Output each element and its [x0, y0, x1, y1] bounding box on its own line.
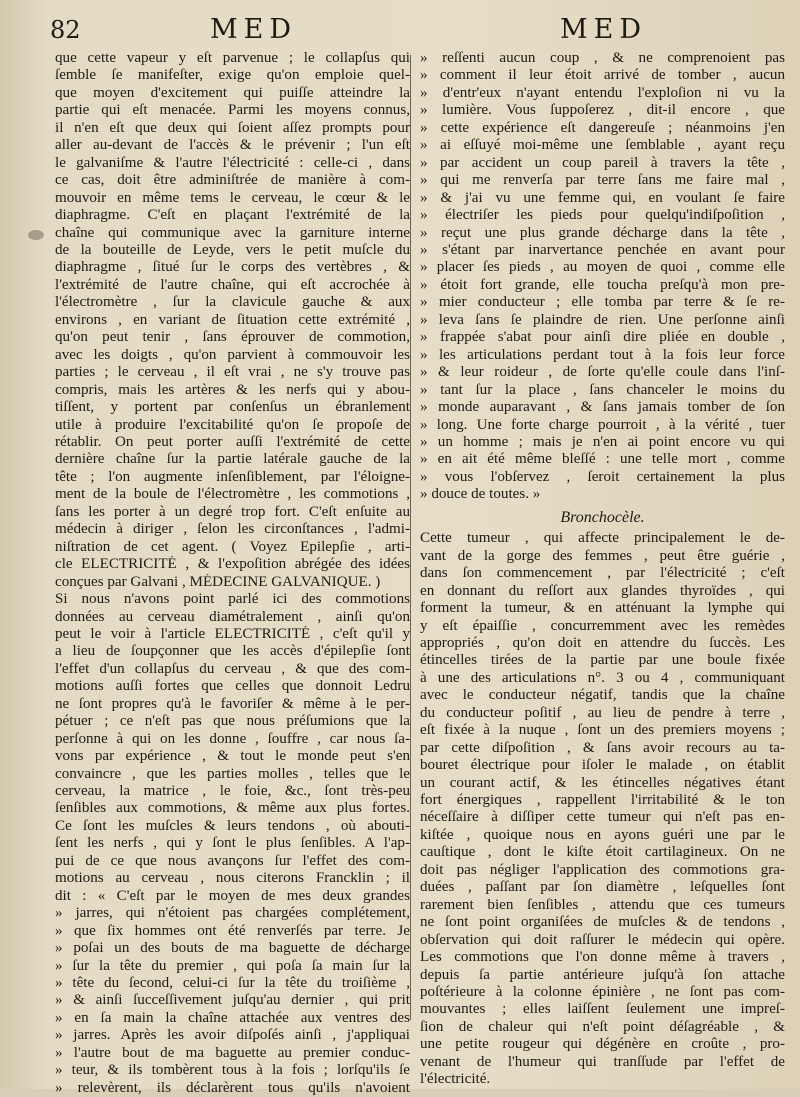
- text-line: » les articulations perdant tout à la fois leur force: [420, 346, 785, 363]
- text-line: rétablir. On peut porter auſſi l'extrémité de cette: [55, 433, 410, 450]
- text-line: » & j'ai vu une femme qui, en voulant ſe faire: [420, 189, 785, 206]
- text-line: poſtérieure à la colonne épinière , ne ſont pas com-: [420, 984, 785, 1001]
- text-line: motions auſſi fortes que celles que donnoit Ledru: [55, 678, 410, 695]
- text-line: de la bouteille de Leyde, vers le petit muſcle du: [55, 241, 410, 258]
- text-line: » électriſer les pieds pour quelqu'indiſpoſition ,: [420, 207, 785, 224]
- text-line: » & ainſi ſucceſſivement juſqu'au dernier , qui prit: [55, 992, 410, 1009]
- text-line: » frappée s'abat pour ainſi dire pliée en double ,: [420, 329, 785, 346]
- text-line: l'électricité.: [420, 1071, 491, 1088]
- text-line: environs , en variant de ſituation cette extrémité ,: [55, 311, 410, 328]
- text-line: tête ; l'on augmente inſenſiblement, par l'éloigne-: [55, 468, 410, 485]
- text-line: » ai eſſuyé moi-même une ſemblable , ayant reçu: [420, 137, 785, 154]
- left-column: [55, 50, 410, 1097]
- text-line: » lumière. Vous ſuppoſerez , dit-il encore , que: [420, 102, 785, 119]
- text-line: pui de ce que nous avançons ſur l'effet des com-: [55, 852, 410, 869]
- text-line: » par accident un coup pareil à travers la tête ,: [420, 154, 785, 171]
- text-line: du conducteur poſitif , au lieu de pendre à terre ,: [420, 704, 785, 721]
- text-line: Cette tumeur , qui affecte principalement le de-: [420, 530, 785, 547]
- section-heading: Bronchocèle.: [560, 508, 645, 526]
- text-line: » un homme ; mais je n'en ai point encore vu qui: [420, 433, 785, 450]
- text-line: cle ELECTRICITÉ , & l'expoſition abrégée des idées: [55, 556, 410, 573]
- text-line: kiſtée , quoique nous en ayons guéri une par le: [420, 826, 785, 843]
- page-number: 82: [50, 16, 81, 44]
- text-line: depuis ſa partie antérieure juſqu'à ſon attache: [420, 966, 785, 983]
- text-line: ment de la boule de l'électromètre , les commotions ,: [55, 486, 410, 503]
- text-line: avec le conducteur négatif, tandis que la chaîne: [420, 687, 785, 704]
- text-line: pétuer ; ce n'eſt pas que nous préſumions que la: [55, 713, 410, 730]
- text-line: ne ſont propres qu'à le favoriſer & même à le per-: [55, 695, 410, 712]
- text-line: vant de la gorge des femmes , peut être guérie ,: [420, 547, 785, 564]
- text-line: par cette diſpoſition , & ſans avoir recours au ta-: [420, 739, 785, 756]
- text-line: ſion de chaleur qui n'eſt point déſagréable , &: [420, 1018, 785, 1035]
- text-line: que cette vapeur y eſt parvenue ; le collapſus qui: [55, 50, 410, 66]
- text-line: diaphragme , ſitué ſur le corps des vertèbres , &: [55, 259, 410, 276]
- text-line: » leva ſans ſe plaindre de rien. Une perſonne ainſi: [420, 311, 785, 328]
- text-line: à une des articulations n°. 3 ou 4 , communiquant: [420, 669, 785, 686]
- text-line: étincelles tirées de la partie par une boule fixée: [420, 652, 785, 669]
- text-line: » mier conducteur ; elle tomba par terre & ſe re-: [420, 294, 785, 311]
- text-line: » placer ſes pieds , au moyen de quoi , comme elle: [420, 259, 785, 276]
- text-line: cauſtique , dont le kiſte étoit cartilagineux. On ne: [420, 844, 785, 861]
- text-line: bouret électrique pour iſoler le malade , on établit: [420, 757, 785, 774]
- text-line: chaîne qui communique avec la garniture interne: [55, 224, 410, 241]
- text-line: Si nous n'avons point parlé ici des commotions: [55, 591, 410, 608]
- text-line: » teur, & ils tombèrent tous à la fois ; lorſqu'ils ſe: [55, 1062, 410, 1079]
- text-line: motions au cerveau , nous citerons Francklin ; il: [55, 870, 410, 887]
- text-line: dans ſon commencement , par l'électricité ; c'eſt: [420, 565, 785, 582]
- text-line: » en ſa main la chaîne attachée aux ventres des: [55, 1009, 410, 1026]
- text-line: cerveau, la matrice , le foie, &c., ſont très-peu: [55, 783, 410, 800]
- text-line: ce cas, doit être adminiſtrée de manière à com-: [55, 172, 410, 189]
- text-line: » vous l'obſervez , ſeroit certainement la plus: [420, 468, 785, 485]
- running-head-left: MED: [210, 14, 298, 45]
- text-line: » jarres. Après les avoir diſpoſés ainſi , j'appliquai: [55, 1027, 410, 1044]
- text-line: » en ait été même bleſſé : une telle mort , comme: [420, 451, 785, 468]
- page-header: [50, 14, 780, 48]
- text-line: l'électromètre , ſur la clavicule gauche & aux: [55, 294, 410, 311]
- text-line: partie qui eſt menacée. Parmi les moyens connus,: [55, 102, 410, 119]
- text-line: » cette expérience eſt dangereuſe ; néanmoins j'en: [420, 119, 785, 136]
- text-line: le galvaniſme & l'autre l'électricité : celle-ci , dans: [55, 154, 410, 171]
- text-line: tiſſent, y portent par conſenſus un ébranlement: [55, 399, 410, 416]
- text-line: mouvantes ; elles laiſſent ſeulement une impreſ-: [420, 1001, 785, 1018]
- text-line: fort énergiques , rappellent l'irritabilité & le ton: [420, 792, 785, 809]
- text-line: peut le voir à l'article ELECTRICITÉ , c'eſt qu'il y: [55, 625, 410, 642]
- text-line: » monde auparavant , & ſans jamais tomber de ſon: [420, 399, 785, 416]
- text-line: il n'en eſt que deux qui ſoient aſſez prompts pour: [55, 119, 410, 136]
- running-head-right: MED: [560, 14, 648, 45]
- column-divider: [410, 55, 411, 1020]
- text-line: vons par expérience , & tout le monde peut s'en: [55, 748, 410, 765]
- text-line: » douce de toutes. »: [420, 486, 541, 503]
- text-line: » étoit fort grande, elle toucha preſqu'à mon pre-: [420, 276, 785, 293]
- text-line: » s'étant par inarvertance penchée en avant pour: [420, 241, 785, 258]
- text-line: Les commotions que l'on donne même à travers ,: [420, 949, 785, 966]
- text-line: ſans les porter à un degré trop fort. C'eſt enſuite au: [55, 503, 410, 520]
- text-line: convaincre , que les parties molles , telles que le: [55, 765, 410, 782]
- text-line: » relevèrent, ils déclarèrent tous qu'ils n'avoient: [55, 1079, 410, 1096]
- text-line: diaphragme. C'eſt en plaçant l'extrémité de la: [55, 207, 410, 224]
- text-line: mouvoir en même tems le cerveau, le cœur & le: [55, 189, 410, 206]
- text-line: niſtration de cet agent. ( Voyez Epilepſie , arti-: [55, 538, 410, 555]
- text-line: » ſur la tête du premier , qui poſa ſa main ſur la: [55, 957, 410, 974]
- text-line: qu'on peut tenir , ſans éprouver de commotion,: [55, 329, 410, 346]
- text-line: aller au-devant de l'accès & le prévenir ; l'un eſt: [55, 137, 410, 154]
- text-line: en donnant du reſſort aux glandes thyroïdes , qui: [420, 582, 785, 599]
- text-line: conçues par Galvani , MÉDECINE GALVANIQUE. ): [55, 573, 381, 590]
- ink-blot-mark: [28, 230, 44, 240]
- text-line: » & leur roideur , de ſorte qu'elle coule dans l'inſ-: [420, 364, 785, 381]
- text-line: utile à produire l'excitabilité qu'on ſe propoſe de: [55, 416, 410, 433]
- text-line: » jarres, qui n'étoient pas chargées complétement,: [55, 905, 410, 922]
- text-line: » qui me renverſa par terre ſans me faire mal ,: [420, 172, 785, 189]
- text-line: néceſſaire à diſſiper cette tumeur qui n'eſt pas en-: [420, 809, 785, 826]
- text-line: dit : « C'eſt par le moyen de mes deux grandes: [55, 887, 410, 904]
- text-line: compris, mais les artères & les nerfs qui y abou-: [55, 381, 410, 398]
- text-line: médecin à diriger , ſelon les circonſtances , l'admi-: [55, 521, 410, 538]
- text-line: y eſt épaiſſie , concurremment avec les remèdes: [420, 617, 785, 634]
- text-line: un courant actif, & les étincelles négatives étant: [420, 774, 785, 791]
- text-line: appropriés , qu'on doit en attendre du ſuccès. Les: [420, 634, 785, 651]
- text-line: parties ; le cerveau , il eſt vrai , ne s'y trouve pas: [55, 364, 410, 381]
- text-line: a lieu de ſoupçonner que les accès d'épilepſie ſont: [55, 643, 410, 660]
- text-line: » reçut une plus grande décharge dans la tête ,: [420, 224, 785, 241]
- text-line: que moyen d'excitement qui puiſſe atteindre la: [55, 84, 410, 101]
- text-line: duées , paſſant par ſon diamètre , leſquelles ſont: [420, 879, 785, 896]
- text-line: » comment il leur étoit arrivé de tomber , aucun: [420, 67, 785, 84]
- text-line: » que ſix hommes ont été renverſés par terre. Je: [55, 922, 410, 939]
- text-line: avec les doigts , qu'on parvient à commouvoir les: [55, 346, 410, 363]
- text-line: » reſſenti aucun coup , & ne comprenoient pas: [420, 50, 785, 66]
- text-line: ſent les nerfs , qui y ſont le plus ſenſibles. A l'ap-: [55, 835, 410, 852]
- text-line: » d'entr'eux n'ayant entendu l'exploſion ni vu la: [420, 84, 785, 101]
- text-line: » tant ſur la place , ſans chanceler le moins du: [420, 381, 785, 398]
- right-column-article: [420, 530, 785, 1089]
- text-line: doit pas négliger l'application des commotions gra-: [420, 861, 785, 878]
- text-line: » poſai un des bouts de ma baguette de décharge: [55, 940, 410, 957]
- text-line: l'effet d'un collapſus du cerveau , & que des com-: [55, 660, 410, 677]
- text-line: forment la tumeur, & en atténuant la lymphe qui: [420, 600, 785, 617]
- text-line: obſervation qui doit raſſurer le médecin qui opère.: [420, 931, 785, 948]
- text-line: ſenſibles aux commotions, & même aux plus fortes.: [55, 800, 410, 817]
- right-column-quote: [420, 50, 785, 504]
- text-line: rarement bien ſenſibles , attendu que ces tumeurs: [420, 896, 785, 913]
- text-line: » l'autre bout de ma baguette au premier conduc-: [55, 1044, 410, 1061]
- text-line: ne ſont point organiſées de muſcles & de tendons ,: [420, 914, 785, 931]
- text-line: » tête du ſecond, celui-ci ſur la tête du troiſième ,: [55, 975, 410, 992]
- text-line: perſonne à qui on les donne , ſouffre , car nous ſa-: [55, 730, 410, 747]
- right-column: [420, 50, 785, 1089]
- text-line: l'extrémité de l'autre chaîne, qui eſt accrochée à: [55, 276, 410, 293]
- text-line: dernière chaîne ſur la partie latérale gauche de la: [55, 451, 410, 468]
- text-line: eſt fixée à la nuque , ſont un des premiers moyens ;: [420, 722, 785, 739]
- text-line: » long. Une forte charge pourroit , à la vérité , tuer: [420, 416, 785, 433]
- text-line: ſemble ſe manifeſter, exige qu'on emploie quel-: [55, 67, 410, 84]
- text-line: Ce ſont les muſcles & leurs tendons , où abouti-: [55, 817, 410, 834]
- text-line: venant de l'humeur qui tranſſude par l'effet de: [420, 1053, 785, 1070]
- text-line: une petite rougeur qui dégénère en croûte , pro-: [420, 1036, 785, 1053]
- text-line: données au cerveau diamétralement , ainſi qu'on: [55, 608, 410, 625]
